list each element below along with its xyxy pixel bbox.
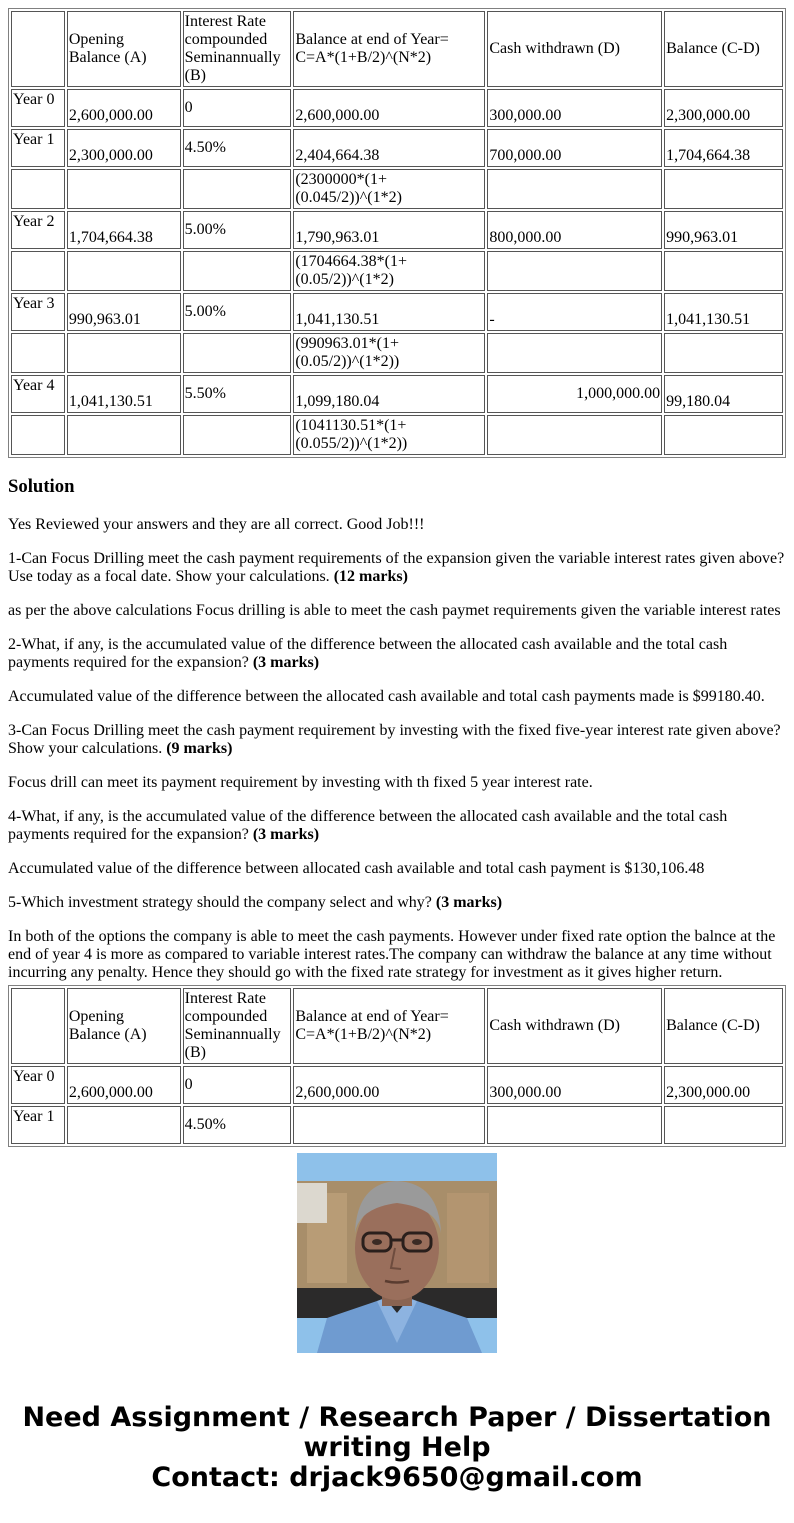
cash-withdrawn: 700,000.00 [487,129,662,167]
answer-3: Focus drill can meet its payment requirement by investing with th fixed 5 year interest rate. [8,774,593,791]
header-balance: Balance (C-D) [664,11,783,87]
interest-rate: 0 [183,89,292,127]
empty-cell [67,333,181,373]
empty-cell [11,333,65,373]
formula-cell: (990963.01*(1+(0.05/2))^(1*2)) [293,333,485,373]
formula-row [11,251,783,291]
formula-cell: (1704664.38*(1+(0.05/2))^(1*2) [293,251,485,291]
question-5 [8,894,786,912]
year-label: Year 0 [11,89,65,127]
empty-cell [487,333,662,373]
empty-cell [183,415,292,455]
solution-heading: Solution [8,476,75,497]
table-row [11,375,783,413]
cash-withdrawn: 800,000.00 [487,211,662,249]
table-row [11,129,783,167]
interest-rate: 0 [183,1066,292,1104]
question-4 [8,808,786,844]
header-cash-withdrawn: Cash withdrawn (D) [487,988,662,1064]
interest-rate: 5.50% [183,375,292,413]
table-row [11,89,783,127]
empty-cell [664,169,783,209]
balance-end: 1,790,963.01 [293,211,485,249]
empty-cell [487,251,662,291]
empty-cell [67,169,181,209]
empty-cell [183,169,292,209]
header-interest-rate: Interest Rate compounded Seminannually (B) [183,11,292,87]
footer-line-1: Need Assignment / Research Paper / Dissertation [22,1402,772,1433]
year-label: Year 0 [11,1066,65,1104]
empty-cell [67,251,181,291]
header-cash-withdrawn: Cash withdrawn (D) [487,11,662,87]
empty-cell [487,415,662,455]
table-row [11,1106,783,1144]
balance: 2,300,000.00 [664,89,783,127]
repeated-table [8,985,786,1147]
balance-end: 1,041,130.51 [293,293,485,331]
formula-cell: (2300000*(1+(0.045/2))^(1*2) [293,169,485,209]
year-label: Year 1 [11,1106,65,1144]
footer-line-2: writing Help [303,1432,491,1463]
balance [664,1106,783,1144]
empty-cell [11,251,65,291]
balance: 99,180.04 [664,375,783,413]
interest-rate: 4.50% [183,129,292,167]
answer-2: Accumulated value of the difference between the allocated cash available and total cash payments made is $99180.40. [8,688,765,705]
question-text: 5-Which investment strategy should the company select and why? [8,894,436,911]
question-3 [8,722,786,758]
footer-contact: Contact: drjack9650@gmail.com [151,1462,643,1493]
balance-end: 2,600,000.00 [293,89,485,127]
balance: 1,704,664.38 [664,129,783,167]
interest-rate: 4.50% [183,1106,292,1144]
formula-row [11,415,783,455]
variable-rate-table [8,8,786,458]
table-row [11,1066,783,1104]
empty-cell [67,415,181,455]
cash-withdrawn: - [487,293,662,331]
question-text: 4-What, if any, is the accumulated value of the difference between the allocated cash available and the total cash payments required for the expansion? [8,808,728,843]
review-text: Yes Reviewed your answers and they are all correct. Good Job!!! [8,516,425,533]
question-marks: (12 marks) [333,568,408,585]
interest-rate: 5.00% [183,293,292,331]
empty-cell [11,415,65,455]
year-label: Year 1 [11,129,65,167]
empty-cell [183,333,292,373]
year-label: Year 3 [11,293,65,331]
opening-balance: 1,704,664.38 [67,211,181,249]
cash-withdrawn [487,1106,662,1144]
question-1 [8,550,786,586]
balance-end: 2,600,000.00 [293,1066,485,1104]
answer-5: In both of the options the company is able to meet the cash payments. However under fixed rate option the balnce at the end of year 4 is more as compared to variable interest rates.The company can withdraw the balance at any time without incurring any penalty. Hence they should go with the fixed rate strategy for investment as it gives higher return. [8,928,776,981]
opening-balance: 2,600,000.00 [67,1066,181,1104]
balance-end [293,1106,485,1144]
question-marks: (3 marks) [435,894,503,911]
document-content [8,8,786,998]
formula-row [11,333,783,373]
question-text: 3-Can Focus Drilling meet the cash payment requirement by investing with the fixed five-year interest rate given above? Show your calculations. [8,722,781,757]
header-interest-rate: Interest Rate compounded Seminannually (B) [183,988,292,1064]
empty-cell [664,251,783,291]
balance: 990,963.01 [664,211,783,249]
opening-balance [67,1106,181,1144]
balance-end: 2,404,664.38 [293,129,485,167]
question-marks: (3 marks) [252,826,320,843]
footer-ad [0,1403,794,1493]
empty-cell [183,251,292,291]
formula-row [11,169,783,209]
table-row [11,211,783,249]
opening-balance: 1,041,130.51 [67,375,181,413]
header-cell-blank [11,11,65,87]
balance-end: 1,099,180.04 [293,375,485,413]
person-photo-icon [297,1153,497,1353]
balance: 1,041,130.51 [664,293,783,331]
header-opening-balance: Opening Balance (A) [67,11,181,87]
balance: 2,300,000.00 [664,1066,783,1104]
header-balance-end: Balance at end of Year= C=A*(1+B/2)^(N*2) [293,11,485,87]
header-balance: Balance (C-D) [664,988,783,1064]
header-opening-balance: Opening Balance (A) [67,988,181,1064]
year-label: Year 2 [11,211,65,249]
question-text: 1-Can Focus Drilling meet the cash payment requirements of the expansion given the variable interest rates given above? Use today as a focal date. Show your calculations. [8,550,785,585]
answer-1: as per the above calculations Focus drilling is able to meet the cash paymet requirements given the variable interest rates [8,602,781,619]
author-avatar [297,1153,497,1353]
empty-cell [11,169,65,209]
opening-balance: 990,963.01 [67,293,181,331]
empty-cell [664,333,783,373]
cash-withdrawn: 1,000,000.00 [487,375,662,413]
empty-cell [487,169,662,209]
table-header-row [11,11,783,87]
table-header-row [11,988,783,1064]
question-2 [8,636,786,672]
interest-rate: 5.00% [183,211,292,249]
formula-cell: (1041130.51*(1+(0.055/2))^(1*2)) [293,415,485,455]
answer-4: Accumulated value of the difference between allocated cash available and total cash payment is $130,106.48 [8,860,705,877]
opening-balance: 2,300,000.00 [67,129,181,167]
question-text: 2-What, if any, is the accumulated value of the difference between the allocated cash available and the total cash payments required for the expansion? [8,636,728,671]
truncated-table-container [8,985,786,1133]
header-cell-blank [11,988,65,1064]
year-label: Year 4 [11,375,65,413]
header-balance-end: Balance at end of Year= C=A*(1+B/2)^(N*2) [293,988,485,1064]
table-row [11,293,783,331]
empty-cell [664,415,783,455]
question-marks: (9 marks) [166,740,233,757]
opening-balance: 2,600,000.00 [67,89,181,127]
cash-withdrawn: 300,000.00 [487,89,662,127]
cash-withdrawn: 300,000.00 [487,1066,662,1104]
question-marks: (3 marks) [252,654,320,671]
